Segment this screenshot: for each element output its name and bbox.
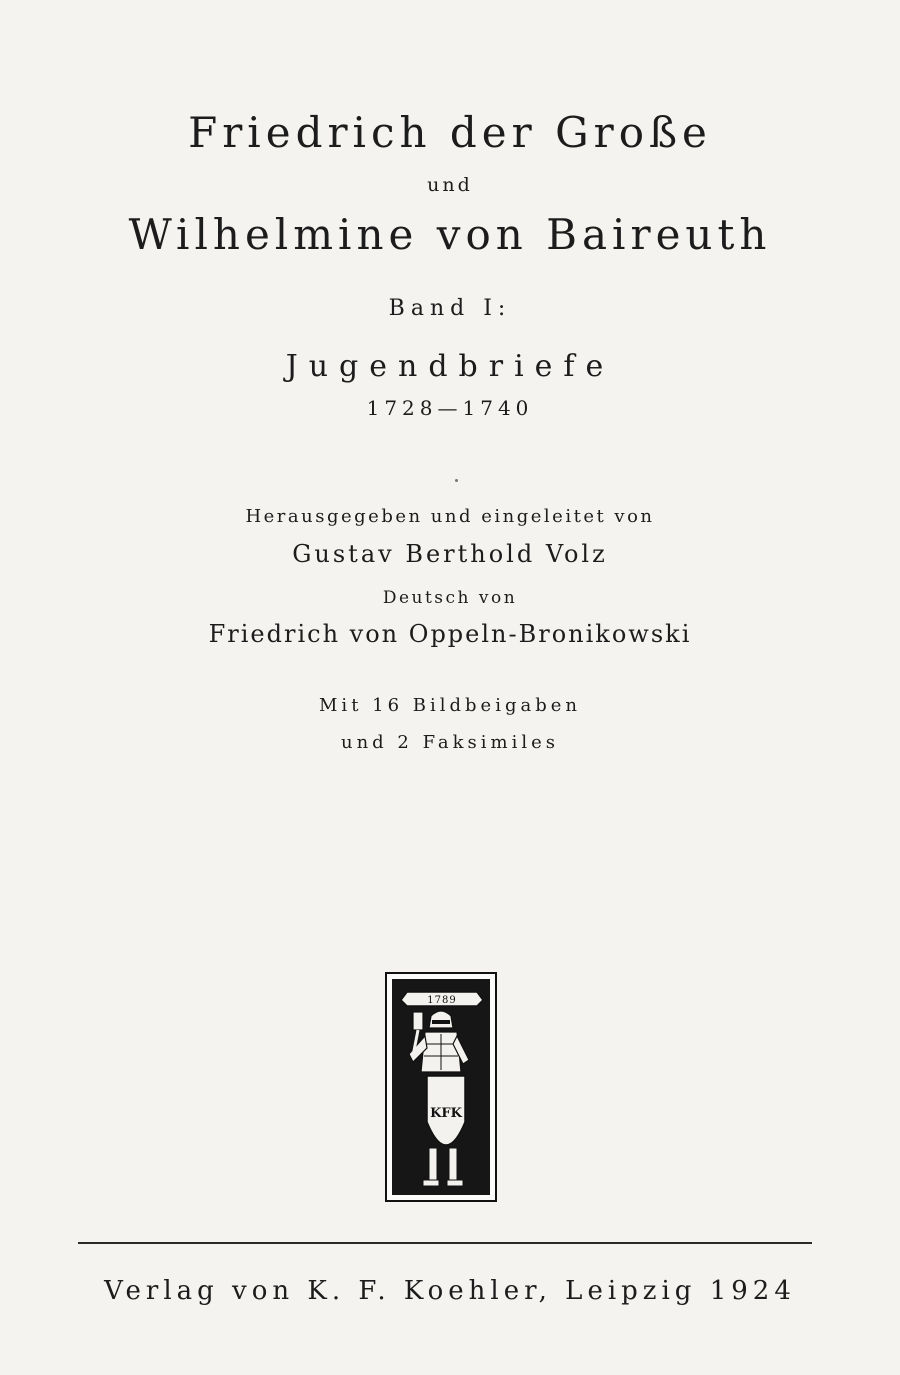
main-title-line-1: Friedrich der Große (188, 108, 712, 157)
logo-banner-year: 1789 (427, 995, 457, 1006)
main-title-line-2: Wilhelmine von Baireuth (128, 210, 772, 259)
volume-years: 1728—1740 (366, 396, 534, 420)
logo-shield-monogram: KFK (430, 1106, 462, 1121)
editor-name: Gustav Berthold Volz (292, 540, 608, 568)
publisher-imprint: Verlag von K. F. Koehler, Leipzig 1924 (104, 1276, 796, 1306)
print-speck (455, 479, 458, 482)
volume-subtitle: Jugendbriefe (285, 349, 615, 384)
volume-label: Band I: (388, 296, 512, 321)
imprint-divider (78, 1242, 812, 1244)
armored-knight-with-shield-icon (385, 972, 497, 1202)
edited-by-label: Herausgegeben und eingeleitet von (245, 506, 655, 527)
translator-name: Friedrich von Oppeln-Bronikowski (208, 620, 692, 648)
title-conjunction: und (427, 174, 473, 196)
translated-by-label: Deutsch von (382, 588, 518, 608)
illustrations-facsimiles: und 2 Faksimiles (341, 732, 559, 753)
illustrations-plates: Mit 16 Bildbeigaben (319, 695, 581, 716)
